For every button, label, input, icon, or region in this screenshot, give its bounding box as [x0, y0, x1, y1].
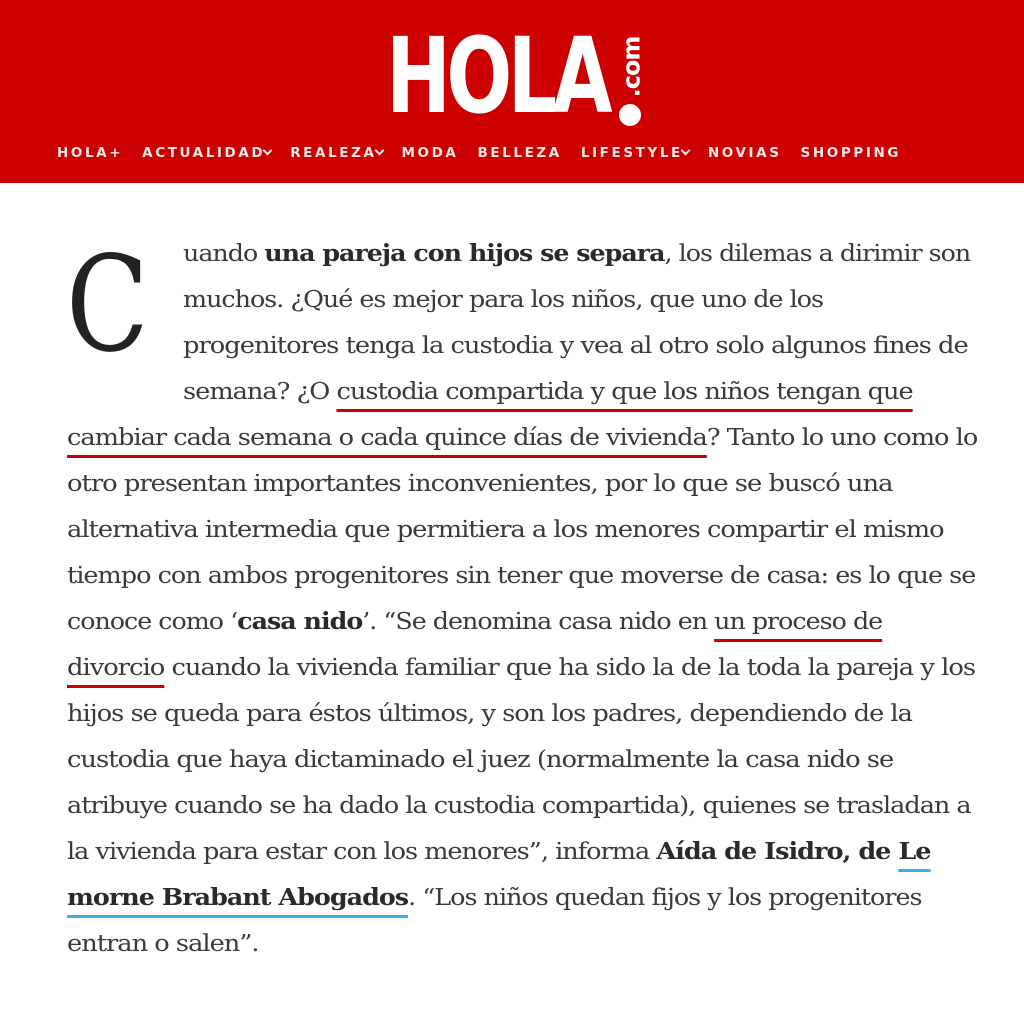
- link-proceso-divorcio-cont[interactable]: divorcio: [67, 655, 165, 681]
- nav-item-hola-plus[interactable]: HOLA+: [57, 145, 124, 161]
- hola-logo[interactable]: [386, 15, 684, 137]
- link-custodia-compartida[interactable]: custodia compartida y que los niños tengan que: [336, 379, 913, 405]
- paragraph-line: uando una pareja con hijos se separa, los dilemas a dirimir son: [183, 240, 971, 267]
- paragraph-line: semana? ¿O custodia compartida y que los niños tengan que: [183, 379, 913, 405]
- nav-item-belleza[interactable]: BELLEZA: [477, 145, 562, 161]
- main-nav: [57, 143, 901, 163]
- bold-text: Aída de Isidro, de: [656, 838, 899, 865]
- nav-item-shopping[interactable]: SHOPPING: [800, 145, 902, 161]
- paragraph-line: hijos se queda para éstos últimos, y son los padres, dependiendo de la: [67, 701, 912, 727]
- nav-item-actualidad[interactable]: ACTUALIDAD: [142, 145, 271, 161]
- nav-item-realeza[interactable]: REALEZA: [290, 145, 382, 161]
- paragraph-line: conoce como ‘casa nido’. “Se denomina casa nido en un proceso de: [67, 608, 883, 635]
- link-law-firm[interactable]: Le: [898, 838, 931, 865]
- paragraph-line: progenitores tenga la custodia y vea al otro solo algunos fines de: [183, 333, 968, 359]
- link-proceso-divorcio[interactable]: un proceso de: [714, 609, 883, 635]
- link-cambiar-vivienda[interactable]: cambiar cada semana o cada quince días de vivienda: [67, 425, 707, 451]
- logo-text: HOLA: [386, 15, 609, 137]
- bold-text: una pareja con hijos se separa: [264, 240, 665, 267]
- paragraph-line: divorcio cuando la vivienda familiar que ha sido la de la toda la pareja y los: [67, 655, 976, 681]
- logo-com-suffix: .com: [617, 36, 645, 98]
- nav-item-novias[interactable]: NOVIAS: [707, 145, 782, 161]
- article-body: [0, 183, 1024, 1024]
- logo-exclamation-dot-icon: [619, 104, 641, 126]
- paragraph-line: muchos. ¿Qué es mejor para los niños, que uno de los: [183, 287, 824, 313]
- site-header: [0, 0, 1024, 183]
- paragraph-line: atribuye cuando se ha dado la custodia compartida), quienes se trasladan a: [67, 793, 971, 819]
- paragraph-line: la vivienda para estar con los menores”, informa Aída de Isidro, de Le: [67, 838, 931, 865]
- nav-item-lifestyle[interactable]: LIFESTYLE: [581, 145, 689, 161]
- paragraph-line: otro presentan importantes inconvenientes, por lo que se buscó una: [67, 471, 893, 497]
- drop-cap: C: [66, 228, 149, 382]
- paragraph-line: entran o salen”.: [67, 931, 259, 957]
- paragraph-line: custodia que haya dictaminado el juez (normalmente la casa nido se: [67, 747, 894, 773]
- paragraph-line: morne Brabant Abogados. “Los niños quedan fijos y los progenitores: [67, 884, 922, 911]
- bold-text: casa nido: [237, 608, 363, 635]
- link-law-firm-cont[interactable]: morne Brabant Abogados: [67, 884, 409, 911]
- paragraph-line: alternativa intermedia que permitiera a los menores compartir el mismo: [67, 517, 944, 543]
- nav-item-moda[interactable]: MODA: [401, 145, 459, 161]
- paragraph-line: tiempo con ambos progenitores sin tener que moverse de casa: es lo que se: [67, 563, 976, 589]
- paragraph-line: cambiar cada semana o cada quince días de vivienda? Tanto lo uno como lo: [67, 425, 978, 451]
